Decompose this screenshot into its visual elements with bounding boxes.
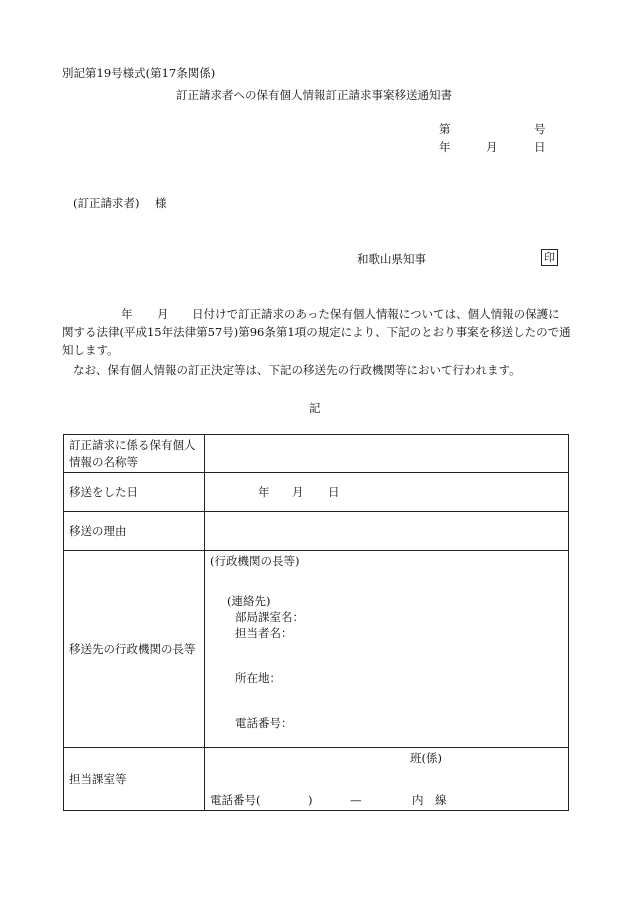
destination-address: 所在地： — [235, 671, 281, 685]
recipient-name: (訂正請求者) — [73, 196, 140, 210]
body-line-3: 知します。 — [62, 343, 119, 357]
sender-name: 和歌山県知事 — [357, 252, 426, 266]
row-label-info-name: 訂正請求に係る保有個人情報の名称等 — [64, 435, 205, 473]
table-row — [64, 435, 569, 473]
phone-label: 電話番号( — [210, 793, 261, 807]
body-paragraph-2: なお、保有個人情報の訂正決定等は、下記の移送先の行政機関等において行われます。 — [73, 363, 521, 377]
row-label-destination: 移送先の行政機関の長等 — [64, 551, 205, 748]
doc-number-dai: 第 — [439, 122, 451, 136]
body-date-year: 年 — [121, 307, 133, 321]
han-kakari: 班(係) — [410, 751, 442, 765]
ki-heading: 記 — [309, 401, 321, 415]
row-value-reason — [205, 512, 569, 551]
seal-mark: 印 — [541, 249, 558, 266]
doc-number-go: 号 — [534, 122, 546, 136]
date-month: 月 — [486, 140, 498, 154]
destination-person: 担当者名： — [235, 626, 293, 640]
destination-phone: 電話番号： — [235, 716, 293, 730]
row-label-transfer-date: 移送をした日 — [64, 473, 205, 512]
form-number: 別記第19号様式(第17条関係) — [62, 66, 216, 80]
document-title: 訂正請求者への保有個人情報訂正請求事案移送通知書 — [176, 88, 452, 102]
detail-table — [63, 434, 569, 811]
row-label-dept-in-charge: 担当課室等 — [64, 748, 205, 811]
destination-contact: (連絡先) — [227, 594, 271, 608]
transfer-day: 日 — [328, 485, 340, 499]
destination-dept: 部局課室名： — [235, 610, 304, 624]
transfer-month: 月 — [292, 485, 304, 499]
recipient-honorific: 様 — [155, 196, 167, 210]
phone-close: ) — [308, 793, 313, 807]
row-value-dept-in-charge — [205, 748, 569, 811]
row-value-destination — [205, 551, 569, 748]
table-row — [64, 748, 569, 811]
phone-dash: — — [350, 793, 362, 807]
body-date-month: 月 — [157, 307, 169, 321]
table-row — [64, 551, 569, 748]
row-value-info-name — [205, 435, 569, 473]
date-day: 日 — [534, 140, 546, 154]
date-year: 年 — [439, 140, 451, 154]
body-line-2: 関する法律(平成15年法律第57号)第96条第1項の規定により、下記のとおり事案を移送したので通 — [62, 325, 571, 339]
body-line-1: 日付けで訂正請求のあった保有個人情報については、個人情報の保護に — [192, 307, 560, 321]
row-label-reason: 移送の理由 — [64, 512, 205, 551]
table-row — [64, 473, 569, 512]
destination-head: (行政機関の長等) — [210, 554, 300, 568]
table-row — [64, 512, 569, 551]
phone-extension: 内 線 — [412, 793, 447, 807]
transfer-year: 年 — [258, 485, 270, 499]
row-value-transfer-date — [205, 473, 569, 512]
